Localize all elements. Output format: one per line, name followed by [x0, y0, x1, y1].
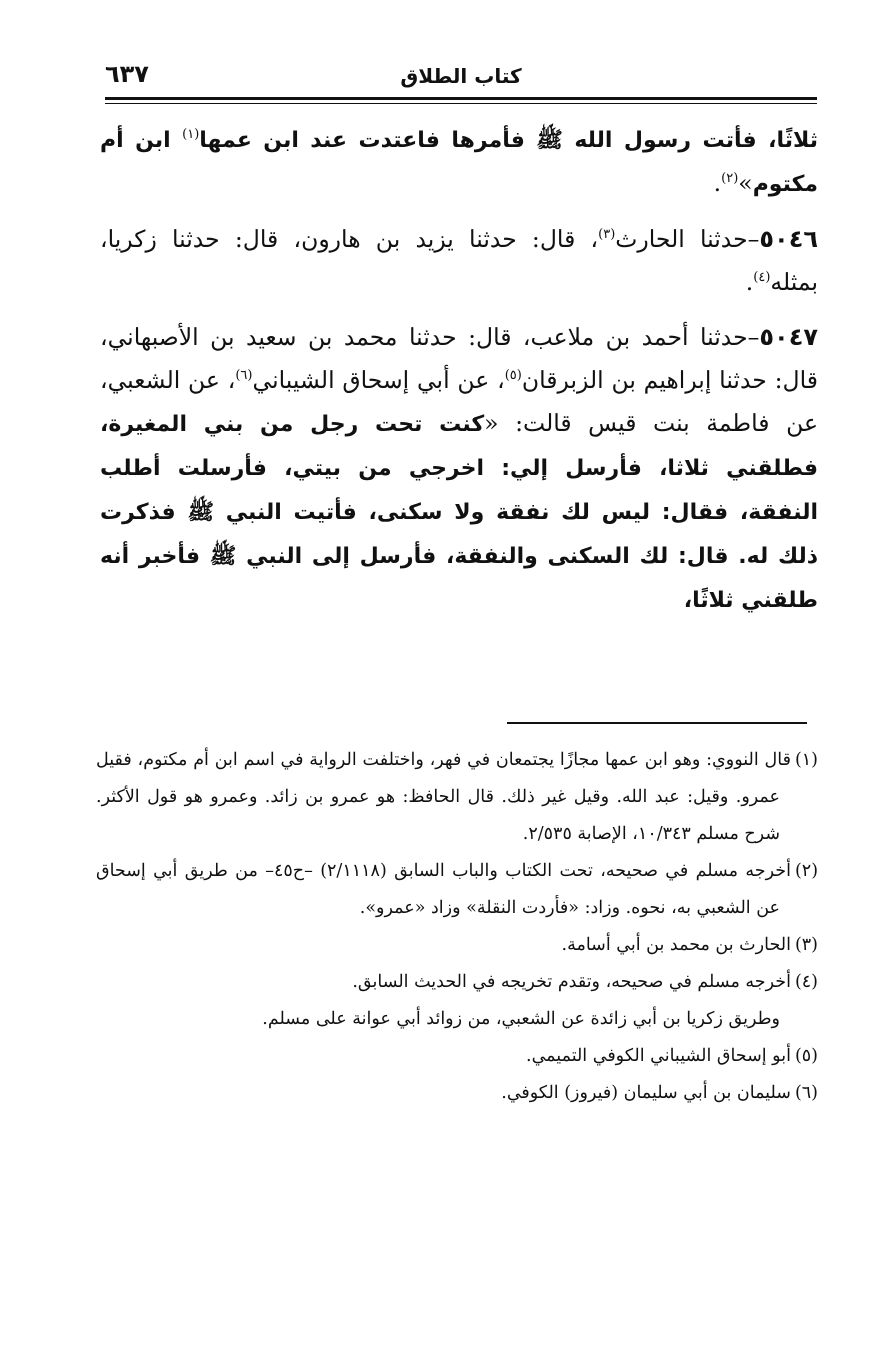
footnote-text: أبو إسحاق الشيباني الكوفي التميمي. — [526, 1046, 791, 1066]
hadith-text-bold: ابن أم مكتوم — [100, 128, 818, 197]
footnote-ref: (٢) — [721, 171, 739, 187]
period: . — [745, 268, 754, 296]
footnote-text: أخرجه مسلم في صحيحه، تحت الكتاب والباب السابق (٢/١١١٨) –ح٤٥– من طريق أبي إسحاق عن الشعبي به، نحوه. وزاد: «فأردت النقلة» وزاد «عمرو». — [96, 861, 791, 918]
running-header — [105, 58, 817, 98]
footnote-number: (٥) — [794, 1046, 818, 1066]
isnad-text: ، قال: حدثنا يزيد بن هارون، قال: حدثنا زكريا، بمثله — [100, 225, 818, 296]
footnote-separator — [507, 722, 807, 724]
footnote-4 — [96, 964, 818, 1001]
footnote-ref: (٤) — [753, 270, 771, 286]
footnote-1 — [96, 742, 818, 853]
footnote-5 — [96, 1038, 818, 1075]
footnotes — [96, 742, 818, 1112]
footnote-ref: (٥) — [504, 368, 522, 384]
paragraph-3 — [100, 316, 818, 622]
footnote-2 — [96, 853, 818, 927]
hadith-text-bold: ثلاثًا، فأتت رسول الله ﷺ فأمرها فاعتدت عند ابن عمها — [199, 128, 818, 153]
period: . — [713, 169, 722, 197]
hadith-text-bold: كنت تحت رجل من بني المغيرة، فطلقني ثلاثا، فأرسل إلي: اخرجي من بيتي، فأرسلت أطلب النفقة، فقال: ليس لك نفقة ولا سكنى، فأتيت النبي ﷺ فذكرت ذلك له. قال: لك السكنى والنفقة، فأرسل إلى النبي ﷺ فأخبر أنه طلقني ثلاثًا، — [100, 412, 818, 613]
footnote-number: (٢) — [794, 861, 819, 881]
footnote-ref: (٦) — [235, 368, 253, 384]
footnote-number: (٤) — [794, 972, 818, 992]
hadith-number: ٥٠٤٦ — [759, 225, 818, 253]
hadith-number: ٥٠٤٧ — [759, 323, 818, 351]
book-title: كتاب الطلاق — [400, 64, 522, 88]
quote-mark: » — [738, 169, 753, 197]
footnote-text: سليمان بن أبي سليمان (فيروز) الكوفي. — [501, 1083, 791, 1103]
footnote-text: الحارث بن محمد بن أبي أسامة. — [561, 935, 791, 955]
paragraph-2 — [100, 218, 818, 304]
paragraph-1 — [100, 118, 818, 206]
footnote-6 — [96, 1075, 818, 1112]
isnad-text: ، عن الشعبي، عن فاطمة بنت قيس قالت: « — [100, 366, 818, 437]
footnote-ref: (٣) — [598, 227, 616, 243]
footnote-text: قال النووي: وهو ابن عمها مجازًا يجتمعان في فهر، واختلفت الرواية في اسم ابن أم مكتوم، فقيل عمرو. وقيل: عبد الله. وقيل غير ذلك. قال الحافظ: هو عمرو بن زائد. وعمرو هو قول الأكثر. شرح مسلم ١٠/٣٤٣، الإصابة ٢/٥٣٥. — [96, 750, 791, 844]
main-text — [100, 118, 818, 634]
footnote-ref: (١) — [182, 127, 200, 143]
footnote-text: أخرجه مسلم في صحيحه، وتقدم تخريجه في الحديث السابق. — [352, 972, 791, 992]
isnad-text: –حدثنا أحمد بن ملاعب، قال: حدثنا محمد بن سعيد بن الأصبهاني، قال: حدثنا إبراهيم بن الزبرقان — [100, 323, 818, 394]
footnote-3 — [96, 927, 818, 964]
isnad-text: ، عن أبي إسحاق الشيباني — [252, 366, 505, 394]
footnote-number: (٣) — [794, 935, 818, 955]
footnote-number: (٦) — [794, 1083, 818, 1103]
page-number: ٦٣٧ — [105, 60, 149, 88]
header-rule-thin — [105, 103, 817, 104]
header-rule-thick — [105, 97, 817, 100]
isnad-text: –حدثنا الحارث — [615, 225, 760, 253]
footnote-number: (١) — [794, 750, 818, 770]
footnote-4-continuation: وطريق زكريا بن أبي زائدة عن الشعبي، من زوائد أبي عوانة على مسلم. — [262, 1009, 780, 1029]
